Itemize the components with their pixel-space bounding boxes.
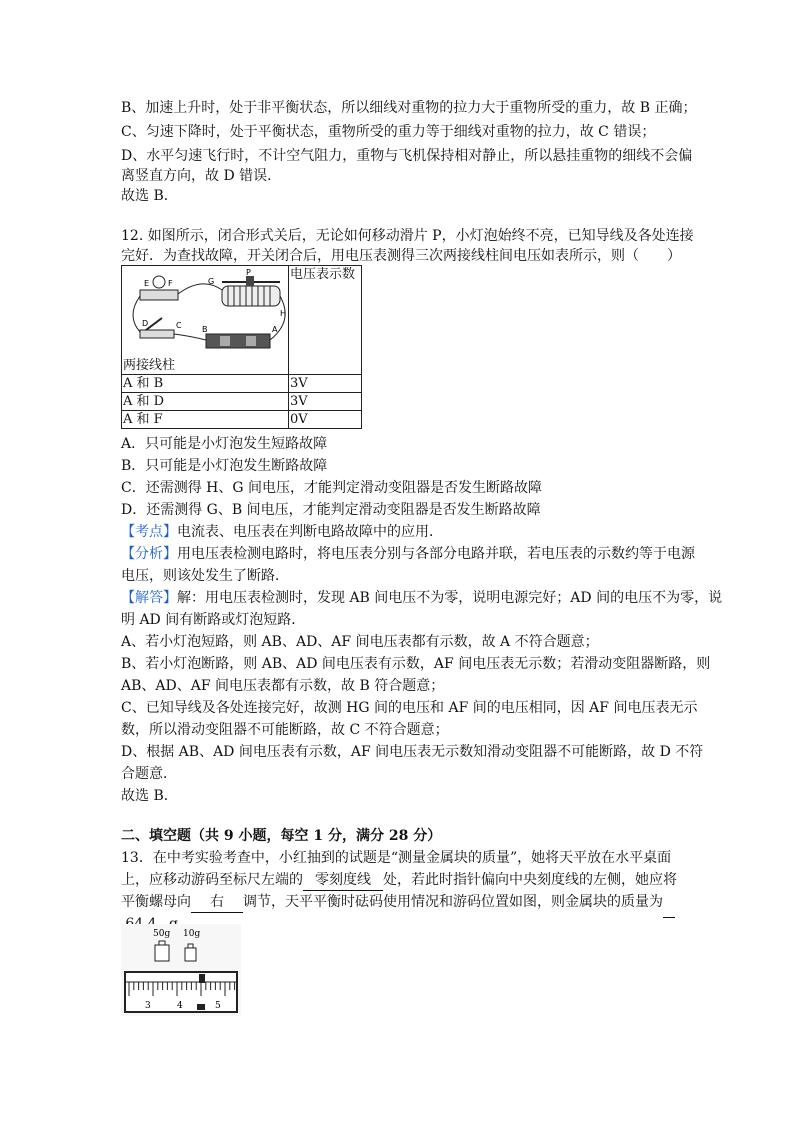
weight-10g-label: 10g [183,929,201,939]
q13-line-3-post: 调节，天平平衡时砝码使用情况和游码位置如图，则金属块的质量为 [243,894,663,910]
scale-label-5: 5 [215,1001,221,1011]
label-d: D [142,319,149,328]
q12-kaodian [121,522,443,542]
q13-line-3 [121,892,663,913]
section-heading: 二、填空题（共 9 小题，每空 1 分，满分 28 分） [121,828,442,844]
circuit-figure-cell [122,266,289,375]
q13-line-3-pre: 平衡螺母向 [121,894,191,910]
cell-volt: 3V [289,375,362,393]
cell-pair: A 和 B [122,375,289,393]
header-voltage-reading: 电压表示数 [289,266,362,375]
label-e: E [144,279,150,288]
kaodian-text: 电流表、电压表在判断电路故障中的应用． [177,524,443,540]
q12-fenxi-1 [121,544,695,564]
balance-figure [121,924,241,1016]
q12-jieda-1 [121,588,722,608]
q11-option-c-explain: C、匀速下降时，处于平衡状态，重物所受的重力等于细线对重物的拉力，故 C 错误； [121,124,656,140]
q13-line-1: 13．在中考实验考查中，小红抽到的试题是“测量金属块的质量”，她将天平放在水平桌面 [121,850,672,866]
q12-explain-d-2: 合题意． [121,766,177,782]
voltage-table [121,265,362,429]
q11-answer: 故选 B． [121,188,178,204]
q13-blank3-underline-start [663,904,675,924]
cell-pair: A 和 D [122,393,289,411]
q12-explain-c-2: 数，所以滑动变阻器不可能断路，故 C 不符合题意； [121,722,449,738]
q11-option-d-explain-1: D、水平匀速飞行时，不计空气阻力，重物与飞机保持相对静止，所以悬挂重物的细线不会偏 [121,148,693,164]
cell-pair: A 和 F [122,411,289,429]
fenxi-tag: 【分析】 [121,546,177,562]
q12-option-b: B．只可能是小灯泡发生断路故障 [121,458,328,474]
circuit-diagram [122,266,288,358]
label-p: P [246,268,251,277]
jieda-tag: 【解答】 [121,590,177,606]
table-row [122,393,362,411]
q12-stem-1: 12. 如图所示，闭合形式关后，无论如何移动滑片 P，小灯泡始终不亮，已知导线及各处连接 [121,228,694,244]
q12-option-a: A．只可能是小灯泡发生短路故障 [121,436,328,452]
q12-explain-d-1: D、根据 AB、AD 间电压表有示数，AF 间电压表无示数知滑动变阻器不可能断路，故 D 不符 [121,744,704,760]
label-b: B [202,325,208,334]
blank-zero-mark: 零刻度线 [303,870,383,891]
weight-50g-label: 50g [153,929,171,939]
jieda-text-1: 解：用电压表检测时，发现 AB 间电压不为零，说明电源完好；AD 间的电压不为零，说 [177,590,723,606]
q12-option-d: D．还需测得 G、B 间电压，才能判定滑动变阻器是否发生断路故障 [121,502,541,518]
header-terminal-pair: 两接线柱 [123,358,176,373]
q12-jieda-2: 明 AD 间有断路或灯泡短路． [121,612,306,628]
q13-line-2 [121,870,677,891]
fenxi-text-1: 用电压表检测电路时，将电压表分别与各部分电路并联，若电压表的示数约等于电源 [177,546,695,562]
q12-explain-c-1: C、已知导线及各处连接完好，故测 HG 间的电压和 AF 间的电压相同，因 AF 间电压表无示 [121,700,698,716]
kaodian-tag: 【考点】 [121,524,177,540]
q12-explain-a: A、若小灯泡短路，则 AB、AD、AF 间电压表都有示数，故 A 不符合题意； [121,634,599,650]
rider-scale [125,972,237,1012]
scale-label-3: 3 [145,1001,151,1011]
cell-volt: 0V [289,411,362,429]
q12-explain-b-1: B、若小灯泡断路，则 AB、AD 间电压表有示数，AF 间电压表无示数；若滑动变阻器断路，则 [121,656,711,672]
blank-direction: 右 [191,892,243,913]
label-f: F [168,279,173,288]
label-h: H [280,309,287,318]
q12-option-c: C．还需测得 H、G 间电压，才能判定滑动变阻器是否发生断路故障 [121,480,543,496]
q12-explain-b-2: AB、AD、AF 间电压表都有示数，故 B 符合题意； [121,678,445,694]
label-a: A [272,325,278,334]
q11-option-b-explain: B、加速上升时，处于非平衡状态，所以细线对重物的拉力大于重物所受的重力，故 B 正确； [121,100,697,116]
scale-label-4: 4 [177,1001,183,1011]
rider [199,974,205,983]
q12-answer: 故选 B． [121,788,178,804]
table-row [122,375,362,393]
q13-line-2-post: 处，若此时指针偏向中央刻度线的左侧，她应将 [383,872,677,888]
q12-stem-2: 完好．为查找故障，开关闭合后，用电压表测得三次两接线柱间电压如表所示，则（ ） [121,248,681,264]
q11-option-d-explain-2: 离竖直方向，故 D 错误． [121,168,282,184]
label-g: G [208,277,215,286]
cell-volt: 3V [289,393,362,411]
q13-line-2-pre: 上，应移动游码至标尺左端的 [121,872,303,888]
label-c: C [176,321,182,330]
table-row [122,411,362,429]
q12-fenxi-2: 电压，则该处发生了断路． [121,568,289,584]
